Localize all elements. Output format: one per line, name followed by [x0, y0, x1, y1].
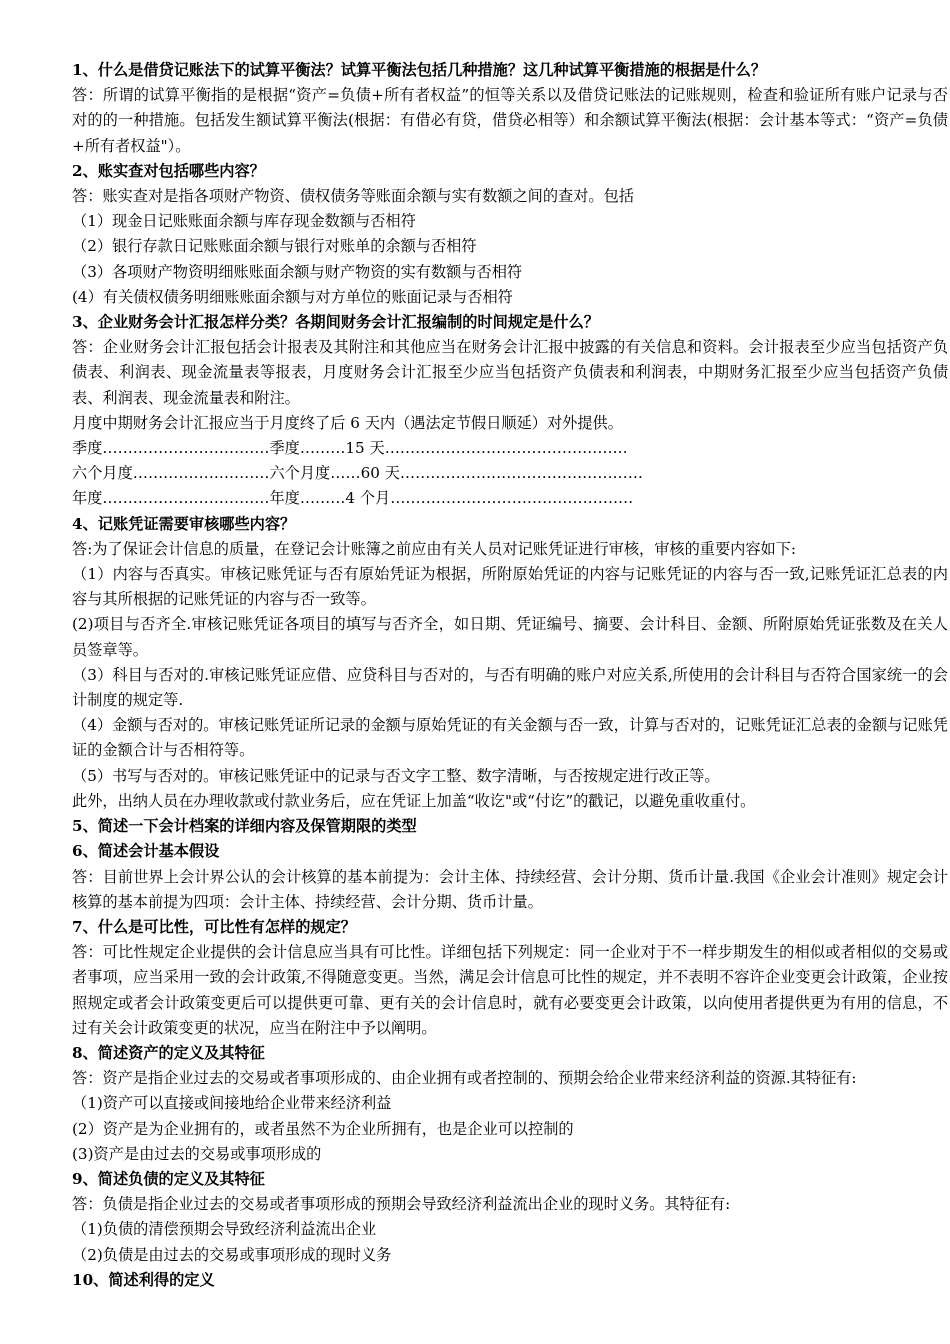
answer-paragraph: （3）各项财产物资明细账账面余额与财产物资的实有数额与否相符	[72, 262, 523, 281]
answer-paragraph: 答：可比性规定企业提供的会计信息应当具有可比性。详细包括下列规定：同一企业对于不一样步期发生的相似或者相似的交易或者事项，应当采用一致的会计政策,不得随意变更。当然，满足会计信息可比性的规定，并不表明不容许企业变更会计政策，企业按照规定或者会计政策变更后可以提供更可靠、更有关的会计信息时，就有必要变更会计政策，以向使用者提供更为有用的信息，不过有关会计政策变更的状况，应当在附注中予以阐明。	[72, 943, 948, 1037]
answer-paragraph: 答：资产是指企业过去的交易或者事项形成的、由企业拥有或者控制的、预期会给企业带来经济利益的资源.其特征有:	[72, 1069, 857, 1088]
answer-paragraph: （4）金额与否对的。审核记账凭证所记录的金额与原始凭证的有关金额与否一致，计算与否对的，记账凭证汇总表的金额与记账凭证的金额合计与否相符等。	[72, 716, 948, 760]
answer-paragraph: 季度……………………………季度………15 天…………………………………………	[72, 439, 628, 458]
answer-paragraph: 答：企业财务会计汇报包括会计报表及其附注和其他应当在财务会计汇报中披露的有关信息和资料。会计报表至少应当包括资产负债表、利润表、现金流量表等报表，月度财务会计汇报至少应当包括资产负债表和利润表，中期财务汇报至少应当包括资产负债表、利润表、现金流量表和附注。	[72, 338, 948, 407]
answer-paragraph: 六个月度………………………六个月度……60 天…………………………………………	[72, 464, 643, 483]
answer-paragraph: 月度中期财务会计汇报应当于月度终了后 6 天内（遇法定节假日顺延）对外提供。	[72, 413, 623, 432]
answer-paragraph: 答：目前世界上会计界公认的会计核算的基本前提为：会计主体、持续经营、会计分期、货币计量.我国《企业会计准则》规定会计核算的基本前提为四项：会计主体、持续经营、会计分期、货币计量。	[72, 867, 948, 911]
answer-paragraph: 答：负债是指企业过去的交易或者事项形成的预期会导致经济利益流出企业的现时义务。其特征有:	[72, 1195, 731, 1214]
answer-paragraph: （1）内容与否真实。审核记账凭证与否有原始凭证为根据，所附原始凭证的内容与记账凭证的内容与否一致,记账凭证汇总表的内容与其所根据的记账凭证的内容与否一致等。	[72, 565, 948, 609]
answer-paragraph: （1)负债的清偿预期会导致经济利益流出企业	[72, 1220, 377, 1239]
question-heading: 4、记账凭证需要审核哪些内容？	[72, 514, 296, 533]
answer-paragraph: (2)项目与否齐全.审核记账凭证各项目的填写与否齐全，如日期、凭证编号、摘要、会计科目、金额、所附原始凭证张数及在关人员签章等。	[72, 615, 948, 659]
answer-paragraph: （2)负债是由过去的交易或事项形成的现时义务	[72, 1245, 392, 1264]
answer-paragraph: 年度……………………………年度………4 个月…………………………………………	[72, 489, 634, 508]
question-heading: 6、简述会计基本假设	[72, 842, 220, 861]
answer-paragraph: （5）书写与否对的。审核记账凭证中的记录与否文字工整、数字清晰，与否按规定进行改正等。	[72, 766, 720, 785]
question-heading: 8、简述资产的定义及其特征	[72, 1043, 265, 1062]
question-heading: 1、什么是借贷记账法下的试算平衡法？试算平衡法包括几种措施？这几种试算平衡措施的根据是什么？	[72, 61, 767, 79]
answer-paragraph: (3)资产是由过去的交易或事项形成的	[72, 1144, 322, 1163]
answer-paragraph: (4）有关债权债务明细账账面余额与对方单位的账面记录与否相符	[72, 287, 513, 306]
answer-paragraph: 答：账实查对是指各项财产物资、债权债务等账面余额与实有数额之间的查对。包括	[72, 187, 634, 206]
question-heading: 10、简述利得的定义	[72, 1270, 215, 1289]
answer-paragraph: 答：所谓的试算平衡指的是根据“资产=负债+所有者权益”的恒等关系以及借贷记账法的记账规则，检查和验证所有账户记录与否对的的一种措施。包括发生额试算平衡法(根据：有借必有贷，借贷必相等）和余额试算平衡法(根据：会计基本等式：“资产=负债+所有者权益"）。	[72, 86, 948, 155]
answer-paragraph: 此外，出纳人员在办理收款或付款业务后，应在凭证上加盖“收讫"或“付讫”的戳记，以避免重收重付。	[72, 791, 756, 810]
answer-paragraph: （1)资产可以直接或间接地给企业带来经济利益	[72, 1094, 392, 1113]
answer-paragraph: （3）科目与否对的.审核记账凭证应借、应贷科目与否对的，与否有明确的账户对应关系,所使用的会计科目与否符合国家统一的会计制度的规定等.	[72, 665, 948, 710]
question-heading: 2、账实查对包括哪些内容？	[72, 161, 265, 180]
answer-paragraph: （2）银行存款日记账账面余额与银行对账单的余额与否相符	[72, 237, 477, 256]
answer-paragraph: 答:为了保证会计信息的质量，在登记会计账簿之前应由有关人员对记账凭证进行审核，审核的重要内容如下:	[72, 539, 797, 558]
answer-paragraph: （1）现金日记账账面余额与库存现金数额与否相符	[72, 212, 416, 231]
question-heading: 9、简述负债的定义及其特征	[72, 1169, 265, 1188]
question-heading: 3、企业财务会计汇报怎样分类？各期间财务会计汇报编制的时间规定是什么？	[72, 313, 599, 332]
document-body	[72, 58, 948, 1293]
question-heading: 5、简述一下会计档案的详细内容及保管期限的类型	[72, 817, 417, 836]
answer-paragraph: (2）资产是为企业拥有的，或者虽然不为企业所拥有，也是企业可以控制的	[72, 1119, 574, 1138]
question-heading: 7、什么是可比性，可比性有怎样的规定？	[72, 917, 356, 936]
